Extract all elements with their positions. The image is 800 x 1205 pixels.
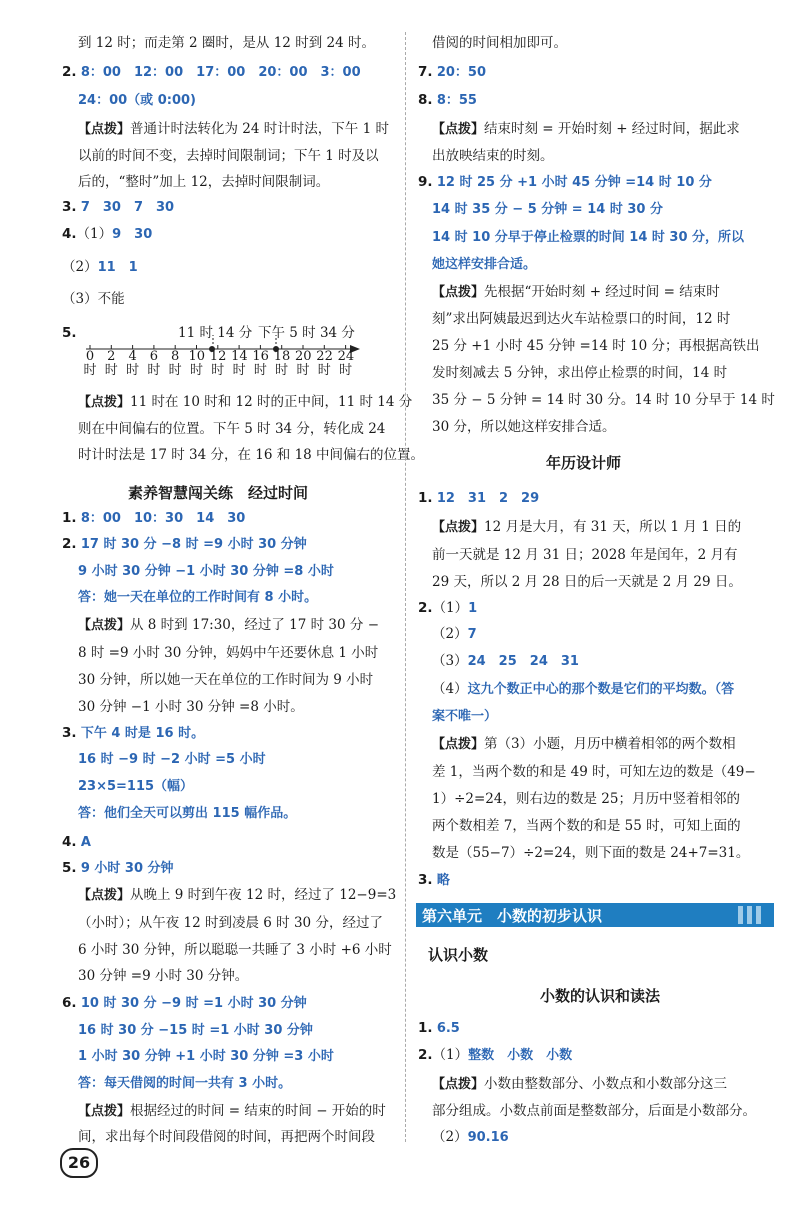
- sub-label: （3）: [432, 653, 468, 669]
- answer: 答：每天借阅的时间一共有 3 小时。: [78, 1076, 292, 1091]
- hint-tag: 【点拨】: [78, 395, 131, 410]
- tick-label: [295, 350, 311, 378]
- answer: 8：55: [436, 93, 477, 108]
- tick-value: 4: [128, 349, 137, 364]
- question-number: 6.: [62, 995, 77, 1011]
- answer: 9 小时 30 分钟: [80, 861, 174, 876]
- hint-line: [78, 615, 379, 636]
- hint-line: [78, 1101, 386, 1122]
- question-8: [418, 90, 477, 111]
- hint-line: 30 分钟 =9 小时 30 分钟。: [78, 968, 249, 984]
- hint-tag: 【点拨】: [432, 285, 485, 300]
- tick-unit: 时: [317, 363, 331, 378]
- hint-line: 发时刻减去 5 分钟，求出停止检票的时间，14 时: [432, 365, 728, 381]
- d-question-1: [418, 1018, 460, 1039]
- hint-text: 结束时刻 = 开始时刻 + 经过时间，据此求: [484, 121, 740, 137]
- hint-tag: 【点拨】: [78, 1104, 131, 1119]
- tick-value: 6: [149, 349, 159, 364]
- tick-value: 8: [171, 349, 180, 364]
- tick-value: 2: [107, 349, 116, 364]
- tick-label: [167, 350, 183, 378]
- question-number: 2.: [62, 536, 77, 552]
- answer: 17 时 30 分 −8 时 =9 小时 30 分钟: [80, 537, 307, 552]
- answer-line: [78, 1020, 313, 1041]
- hint-line: 两个数相差 7，当两个数的和是 55 时，可知上面的: [432, 818, 741, 834]
- answer-line: [78, 1073, 291, 1094]
- tick-label: [231, 350, 247, 378]
- tick-label: [210, 350, 226, 378]
- answer-line: [78, 749, 266, 770]
- question-number: 1.: [418, 490, 433, 506]
- hint-line: [78, 392, 412, 413]
- answer-line: [78, 587, 317, 608]
- question-number: 4.: [62, 834, 77, 850]
- answer: 1: [468, 601, 478, 616]
- hint-line: 30 分钟 −1 小时 30 分钟 =8 小时。: [78, 699, 304, 715]
- hint-line: 前一天就是 12 月 31 日；2028 年是闰年，2 月有: [432, 547, 738, 563]
- answer: 她这样安排合适。: [432, 257, 537, 272]
- sub-question: [432, 679, 734, 700]
- hint-line: 6 小时 30 分钟，所以聪聪一共睡了 3 小时 +6 小时: [78, 942, 392, 958]
- sub-label: （2）: [62, 259, 98, 275]
- banner-stripe: [738, 906, 743, 924]
- hint-line: 29 天，所以 2 月 28 日的后一天就是 2 月 29 日。: [432, 574, 742, 590]
- question-number: 2.: [418, 600, 433, 616]
- sub-label: （1）: [432, 1047, 469, 1063]
- tick-label: [316, 350, 332, 378]
- answer: 1 小时 30 分钟 +1 小时 30 分钟 =3 小时: [78, 1049, 334, 1064]
- question-number: 3.: [62, 725, 77, 741]
- answer-line: [432, 199, 663, 220]
- hint-line: 30 分，所以她这样安排合适。: [432, 419, 616, 435]
- hint-tag: 【点拨】: [78, 888, 131, 903]
- sub-question: [432, 624, 477, 645]
- s-question-3: [62, 723, 204, 744]
- question-4: [62, 224, 152, 245]
- tick-label: [125, 350, 141, 378]
- hint-line: [78, 885, 396, 906]
- tick-unit: 时: [189, 363, 203, 378]
- answer: 11 1: [97, 260, 138, 275]
- hint-text: 先根据“开始时刻 + 经过时间 = 结束时: [484, 284, 720, 300]
- tick-unit: 时: [104, 363, 118, 378]
- answer: 9 30: [112, 227, 153, 242]
- tick-value: 18: [273, 349, 291, 364]
- answer: 24：00（或 0:00): [78, 93, 196, 108]
- answer: 6.5: [436, 1021, 460, 1036]
- tick-label: [189, 350, 205, 378]
- answer-line: [432, 227, 744, 248]
- hint-line: [432, 1074, 727, 1095]
- question-number: 2.: [418, 1047, 433, 1063]
- question-number: 7.: [418, 64, 433, 80]
- tick-unit: 时: [275, 363, 289, 378]
- s-question-6: [62, 993, 307, 1014]
- tick-value: 20: [295, 349, 312, 364]
- answer: 16 时 30 分 −15 时 =1 小时 30 分钟: [78, 1023, 313, 1038]
- answer: 12 31 2 29: [436, 491, 540, 506]
- question-number: 4.: [62, 226, 77, 242]
- hint-text: 根据经过的时间 = 结束的时间 − 开始的时: [130, 1103, 386, 1119]
- tick-label: [146, 350, 162, 378]
- answer-line: [78, 1046, 334, 1067]
- timeline-label: 11 时 14 分: [178, 325, 253, 341]
- section-title: 年历设计师: [546, 454, 622, 472]
- tick-value: 0: [85, 349, 95, 364]
- sub-label: （1）: [432, 600, 469, 616]
- page-number: 26: [60, 1148, 98, 1178]
- answer: 案不唯一）: [432, 709, 498, 724]
- answer: 90.16: [467, 1130, 509, 1145]
- text-line: 借阅的时间相加即可。: [432, 35, 567, 51]
- tick-unit: 时: [126, 363, 140, 378]
- section-title: 素养智慧闯关练 经过时间: [128, 484, 309, 502]
- question-number: 1.: [62, 510, 77, 526]
- hint-line: [432, 734, 736, 755]
- tick-value: 22: [316, 349, 333, 364]
- hint-text: 小数由整数部分、小数点和小数部分这三: [484, 1076, 728, 1092]
- tick-unit: 时: [211, 363, 225, 378]
- question-9: [418, 172, 712, 193]
- hint-line: [78, 119, 389, 140]
- question-4-3: （3）不能: [62, 291, 125, 307]
- hint-tag: 【点拨】: [432, 122, 485, 137]
- hint-line: 8 时 =9 小时 30 分钟，妈妈中午还要休息 1 小时: [78, 645, 379, 661]
- hint-line: 以前的时间不变，去掉时间限制词；下午 1 时及以: [78, 148, 379, 164]
- hint-line: （小时）；从午夜 12 时到凌晨 6 时 30 分，经过了: [78, 915, 383, 931]
- hint-line: 25 分 +1 小时 45 分钟 =14 时 10 分；再根据高铁出: [432, 338, 760, 354]
- hint-tag: 【点拨】: [78, 122, 131, 137]
- hint-text: 从晚上 9 时到午夜 12 时，经过了 12−9=3: [130, 887, 397, 903]
- c-question-3: [418, 870, 450, 891]
- sub-label: （2）: [432, 626, 468, 642]
- column-divider: [405, 32, 406, 1142]
- answer-line: [78, 561, 334, 582]
- hint-line: 刻”求出阿姨最迟到达火车站检票口的时间，12 时: [432, 311, 731, 327]
- tick-label: [274, 350, 290, 378]
- question-3: [62, 197, 174, 218]
- answer: 略: [436, 873, 450, 888]
- answer: 答：她一天在单位的工作时间有 8 小时。: [78, 590, 318, 605]
- tick-value: 12: [209, 349, 227, 364]
- answer: 8：00 10：30 14 30: [80, 511, 246, 526]
- s-question-1: [62, 508, 245, 529]
- c-question-1: [418, 488, 539, 509]
- timeline-label: 下午 5 时 34 分: [258, 325, 355, 341]
- question-number: [62, 323, 77, 343]
- question-2: [62, 62, 361, 83]
- hint-line: 1）÷2=24，则右边的数是 25；月历中竖着相邻的: [432, 791, 740, 807]
- answer: 24 25 24 31: [467, 654, 579, 669]
- text-line: 到 12 时；而走第 2 圈时，是从 12 时到 24 时。: [78, 35, 375, 51]
- sub-label: （2）: [432, 1129, 468, 1145]
- answer: 9 小时 30 分钟 −1 小时 30 分钟 =8 小时: [78, 564, 334, 579]
- hint-line: [432, 119, 740, 140]
- answer: 14 时 10 分早于停止检票的时间 14 时 30 分，所以: [432, 230, 745, 245]
- hint-tag: 【点拨】: [432, 520, 485, 535]
- answer-line: [432, 706, 497, 727]
- section-title: 小数的认识和读法: [540, 987, 661, 1005]
- answer: 7: [467, 627, 477, 642]
- answer: 20：50: [436, 65, 487, 80]
- answer: 10 时 30 分 −9 时 =1 小时 30 分钟: [80, 996, 307, 1011]
- hint-line: 时计时法是 17 时 34 分，在 16 和 18 中间偏右的位置。: [78, 447, 425, 463]
- tick-unit: 时: [339, 363, 353, 378]
- question-number: 9.: [418, 174, 433, 190]
- s-question-4: [62, 832, 91, 853]
- tick-unit: 时: [296, 363, 310, 378]
- answer-line: [78, 90, 196, 111]
- d-question-2: [418, 1045, 572, 1066]
- tick-unit: 时: [232, 363, 246, 378]
- question-number: 5.: [62, 860, 77, 876]
- tick-label: [338, 350, 354, 378]
- tick-label: [252, 350, 268, 378]
- answer-line: [432, 254, 536, 275]
- c-question-2: [418, 598, 477, 619]
- question-7: [418, 62, 486, 83]
- question-4-2: [62, 257, 138, 278]
- tick-unit: 时: [168, 363, 182, 378]
- banner-stripe: [747, 906, 752, 924]
- hint-line: 后的，“整时”加上 12，去掉时间限制词。: [78, 174, 330, 190]
- answer-line: [78, 776, 193, 797]
- unit-title: 第六单元 小数的初步认识: [422, 907, 603, 925]
- sub-question: [432, 651, 579, 672]
- answer: 下午 4 时是 16 时。: [80, 726, 205, 741]
- hint-line: 差 1，当两个数的和是 49 时，可知左边的数是（49−: [432, 764, 756, 780]
- s-question-2: [62, 534, 307, 555]
- answer: 答：他们全天可以剪出 115 幅作品。: [78, 806, 297, 821]
- hint-line: [432, 517, 741, 538]
- hint-line: 出放映结束的时刻。: [432, 148, 554, 164]
- tick-unit: 时: [147, 363, 161, 378]
- hint-tag: 【点拨】: [432, 1077, 485, 1092]
- question-number: 1.: [418, 1020, 433, 1036]
- hint-line: 部分组成。小数点前面是整数部分，后面是小数部分。: [432, 1103, 756, 1119]
- hint-line: 间，求出每个时间段借阅的时间，再把两个时间段: [78, 1129, 375, 1145]
- tick-value: 10: [188, 349, 206, 364]
- s-question-5: [62, 858, 174, 879]
- tick-label: [103, 350, 119, 378]
- hint-line: 数是（55−7）÷2=24，则下面的数是 24+7=31。: [432, 845, 750, 861]
- hint-line: 30 分钟，所以她一天在单位的工作时间为 9 小时: [78, 672, 374, 688]
- sub-label: （1）: [76, 226, 113, 242]
- tick-unit: 时: [253, 363, 267, 378]
- hint-line: [432, 282, 720, 303]
- answer: 这九个数正中心的那个数是它们的平均数。（答: [467, 682, 735, 697]
- subsection-title: 认识小数: [428, 946, 489, 964]
- tick-label: [82, 350, 98, 378]
- hint-line: 则在中间偏右的位置。下午 5 时 34 分，转化成 24: [78, 421, 386, 437]
- question-number-text: 5.: [62, 325, 77, 341]
- tick-value: 16: [252, 349, 269, 364]
- answer: 8：00 12：00 17：00 20：00 3：00: [80, 65, 361, 80]
- answer: 14 时 35 分 − 5 分钟 = 14 时 30 分: [432, 202, 663, 217]
- answer: 16 时 −9 时 −2 小时 =5 小时: [78, 752, 266, 767]
- hint-text: 12 月是大月，有 31 天，所以 1 月 1 日的: [484, 519, 742, 535]
- question-number: 3.: [418, 872, 433, 888]
- answer: 整数 小数 小数: [468, 1048, 573, 1063]
- tick-unit: 时: [83, 363, 97, 378]
- hint-text: 从 8 时到 17:30，经过了 17 时 30 分 −: [130, 617, 380, 633]
- unit-banner: [416, 903, 774, 927]
- sub-label: （4）: [432, 681, 468, 697]
- hint-text: 第（3）小题，月历中横着相邻的两个数相: [484, 736, 736, 752]
- answer: 12 时 25 分 +1 小时 45 分钟 =14 时 10 分: [436, 175, 712, 190]
- answer: 7 30 7 30: [80, 200, 175, 215]
- hint-tag: 【点拨】: [78, 618, 131, 633]
- sub-question: [432, 1127, 509, 1148]
- question-number: 2.: [62, 64, 77, 80]
- tick-value: 24: [337, 349, 355, 364]
- hint-tag: 【点拨】: [432, 737, 485, 752]
- banner-stripe: [756, 906, 761, 924]
- answer: A: [80, 835, 91, 850]
- hint-text: 普通计时法转化为 24 时计时法，下午 1 时: [130, 121, 389, 137]
- question-number: 8.: [418, 92, 433, 108]
- answer: 23×5=115（幅）: [78, 779, 194, 794]
- question-number: 3.: [62, 199, 77, 215]
- tick-value: 14: [231, 349, 248, 364]
- answer-line: [78, 803, 296, 824]
- hint-text: 11 时在 10 时和 12 时的正中间，11 时 14 分: [130, 394, 413, 410]
- hint-line: 35 分 − 5 分钟 = 14 时 30 分。14 时 10 分早于 14 时: [432, 392, 775, 408]
